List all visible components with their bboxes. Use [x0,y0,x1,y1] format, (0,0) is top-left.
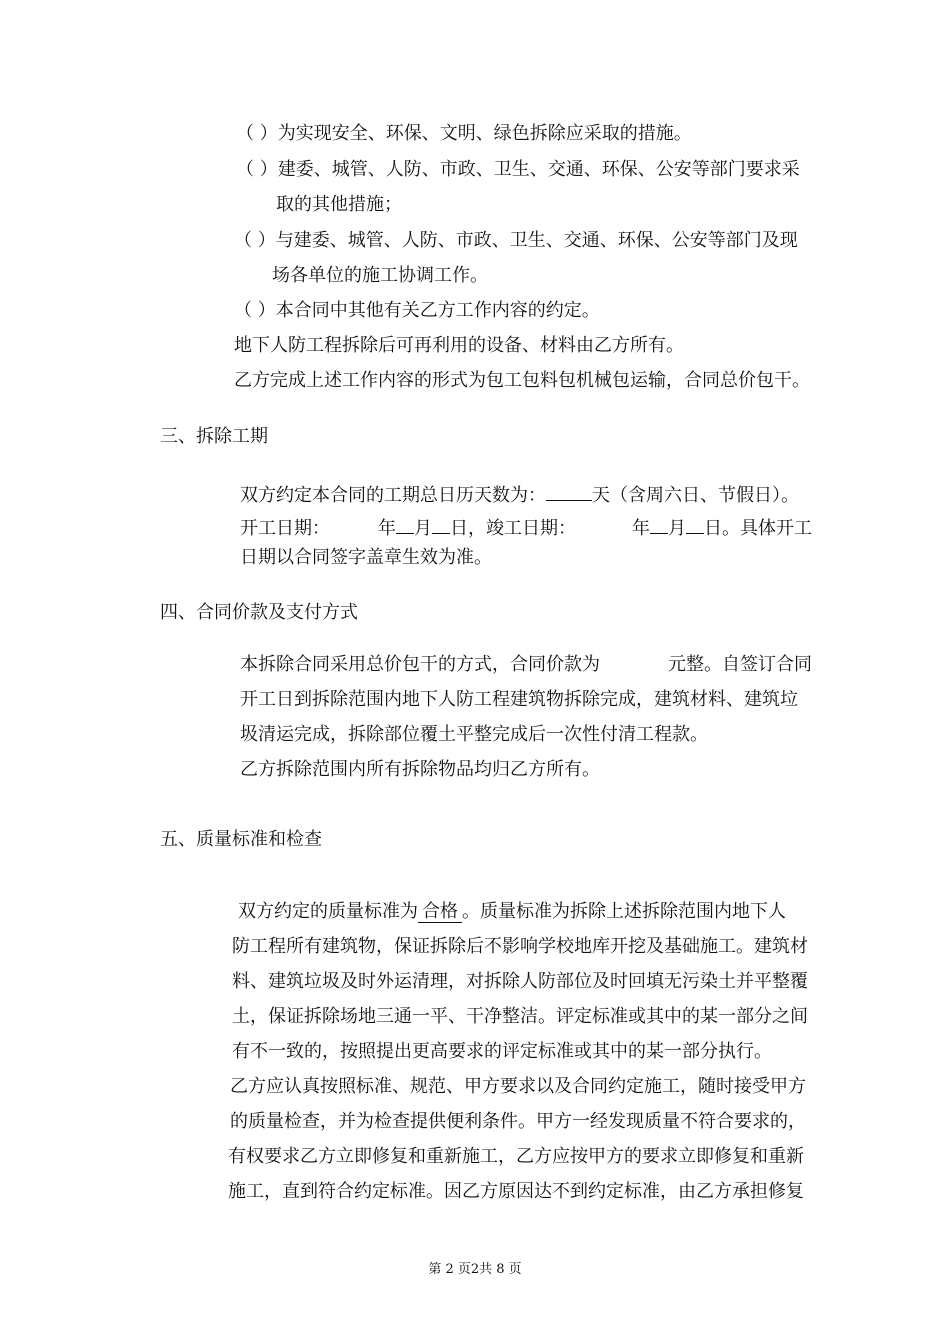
paragraph-line: 乙方完成上述工作内容的形式为包工包料包机械包运输，合同总价包干。 [234,370,810,391]
paragraph-line: 双方约定本合同的工期总日历天数为： 天（含周六日、节假日）。 [240,480,799,504]
paragraph-line: 乙方应认真按照标准、规范、甲方要求以及合同约定施工，随时接受甲方 [230,1076,806,1097]
clause-item: （ ）为实现安全、环保、文明、绿色拆除应采取的措施。 [236,123,692,144]
paragraph-line: 料、建筑垃圾及时外运清理，对拆除人防部位及时回填无污染土并平整覆 [232,971,808,992]
blank-start-month [396,513,414,534]
paragraph-line: 有权要求乙方立即修复和重新施工，乙方应按甲方的要求立即修复和重新 [228,1146,804,1167]
blank-days [546,480,592,501]
quality-standard-value: 合格 [418,901,462,923]
paragraph-line: 开工日到拆除范围内地下人防工程建筑物拆除完成，建筑材料、建筑垃 [240,689,798,710]
paragraph-line: 日期以合同签字盖章生效为准。 [240,547,492,568]
paragraph-line: 乙方拆除范围内所有拆除物品均归乙方所有。 [240,759,600,780]
paragraph-line: 防工程所有建筑物，保证拆除后不影响学校地库开挖及基础施工。建筑材 [232,936,808,957]
section-heading: 五、质量标准和检查 [160,829,322,850]
paragraph-line: 地下人防工程拆除后可再利用的设备、材料由乙方所有。 [234,335,684,356]
clause-item-continued: 场各单位的施工协调工作。 [272,265,488,286]
clause-item: （ ）建委、城管、人防、市政、卫生、交通、环保、公安等部门要求采 [236,159,800,180]
paragraph-line: 的质量检查，并为检查提供便利条件。甲方一经发现质量不符合要求的， [230,1111,806,1132]
blank-end-month [650,513,668,534]
section-heading: 三、拆除工期 [160,426,268,447]
clause-item: （ ）与建委、城管、人防、市政、卫生、交通、环保、公安等部门及现 [234,230,798,251]
paragraph-line: 开工日期： 年 月 日，竣工日期： 年 月 日。具体开工 [240,513,812,537]
paragraph-line: 施工，直到符合约定标准。因乙方原因达不到约定标准，由乙方承担修复 [228,1181,804,1202]
blank-start-day [432,513,450,534]
section-heading: 四、合同价款及支付方式 [160,602,358,623]
page-number-footer: 第 2 页2共 8 页 [428,1262,522,1277]
paragraph-line: 有不一致的，按照提出更高要求的评定标准或其中的某一部分执行。 [232,1041,772,1062]
clause-item-continued: 取的其他措施； [276,194,402,215]
clause-item: （ ）本合同中其他有关乙方工作内容的约定。 [234,300,600,321]
paragraph-line: 圾清运完成，拆除部位覆土平整完成后一次性付清工程款。 [240,724,708,745]
paragraph-line: 土，保证拆除场地三通一平、干净整洁。评定标准或其中的某一部分之间 [232,1006,808,1027]
blank-end-day [686,513,704,534]
paragraph-line: 本拆除合同采用总价包干的方式，合同价款为 元整。自签订合同 [240,654,812,675]
paragraph-line: 双方约定的质量标准为 合格 。质量标准为拆除上述拆除范围内地下人 [238,901,786,922]
